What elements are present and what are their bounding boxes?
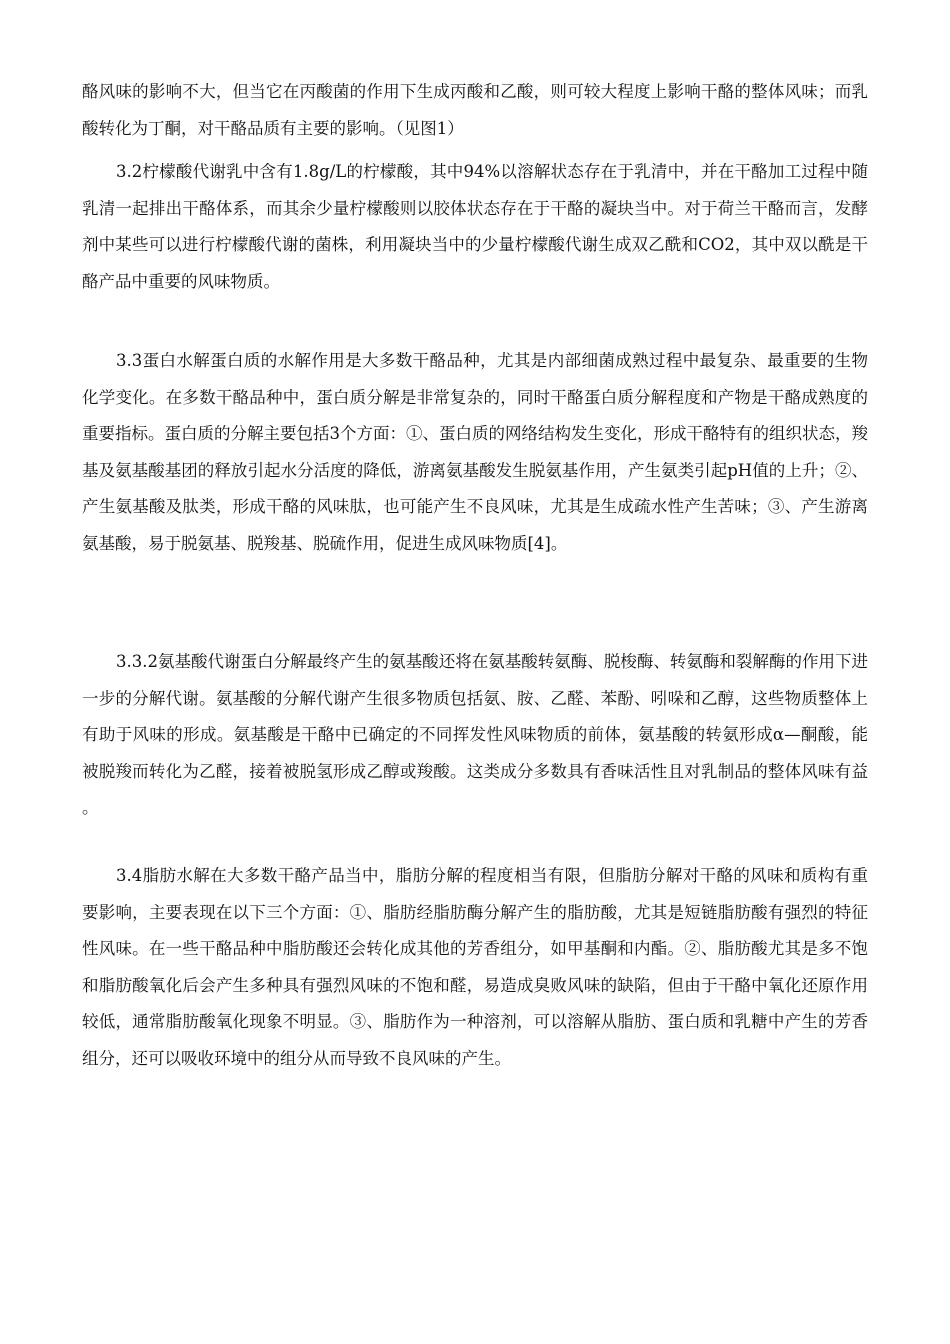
- paragraph-lipolysis: 3.4脂肪水解在大多数干酪产品当中，脂肪分解的程度相当有限，但脂肪分解对干酪的风味和质构有重要影响，主要表现在以下三个方面：①、脂肪经脂肪酶分解产生的脂肪酸，尤其是短链脂肪酸有强烈的特征性风味。在一些干酪品种中脂肪酸还会转化成其他的芳香组分，如甲基酮和内酯。②、脂肪酸尤其是多不饱和脂肪酸氧化后会产生多种具有强烈风味的不饱和醛，易造成臭败风味的缺陷，但由于干酪中氧化还原作用较低，通常脂肪酸氧化现象不明显。③、脂肪作为一种溶剂，可以溶解从脂肪、蛋白质和乳糖中产生的芳香组分，还可以吸收环境中的组分从而导致不良风味的产生。: [82, 866, 868, 1068]
- paragraph-lactic-acid-continued: 酪风味的影响不大，但当它在丙酸菌的作用下生成丙酸和乙酸，则可较大程度上影响干酪的整体风味；而乳酸转化为丁酮，对干酪品质有主要的影响。（见图1）: [82, 82, 868, 138]
- paragraph-proteolysis: 3.3蛋白水解蛋白质的水解作用是大多数干酪品种，尤其是内部细菌成熟过程中最复杂、最重要的生物化学变化。在多数干酪品种中，蛋白质分解是非常复杂的，同时干酪蛋白质分解程度和产物是干酪成熟度的重要指标。蛋白质的分解主要包括3个方面：①、蛋白质的网络结构发生变化，形成干酪特有的组织状态，羧基及氨基酸基团的释放引起水分活度的降低，游离氨基酸发生脱氨基作用，产生氨类引起pH值的上升；②、产生氨基酸及肽类，形成干酪的风味肽，也可能产生不良风味，尤其是生成疏水性产生苦味；③、产生游离氨基酸，易于脱氨基、脱羧基、脱硫作用，促进生成风味物质[4]。: [82, 351, 868, 553]
- paragraph-amino-acid-metabolism: 3.3.2氨基酸代谢蛋白分解最终产生的氨基酸还将在氨基酸转氨酶、脱梭酶、转氨酶和裂解酶的作用下进一步的分解代谢。氨基酸的分解代谢产生很多物质包括氨、胺、乙醛、苯酚、吲哚和乙醇，这些物质整体上有助于风味的形成。氨基酸是干酪中已确定的不同挥发性风味物质的前体，氨基酸的转氨形成α—酮酸，能被脱羧而转化为乙醛，接着被脱氢形成乙醇或羧酸。这类成分多数具有香味活性且对乳制品的整体风味有益。: [82, 652, 868, 818]
- paragraph-citric-acid-metabolism: 3.2柠檬酸代谢乳中含有1.8g/L的柠檬酸，其中94%以溶解状态存在于乳清中，并在干酪加工过程中随乳清一起排出干酪体系，而其余少量柠檬酸则以胶体状态存在于干酪的凝块当中。对于荷兰干酪而言，发酵剂中某些可以进行柠檬酸代谢的菌株，利用凝块当中的少量柠檬酸代谢生成双乙酰和CO2，其中双以酰是干酪产品中重要的风味物质。: [82, 162, 868, 291]
